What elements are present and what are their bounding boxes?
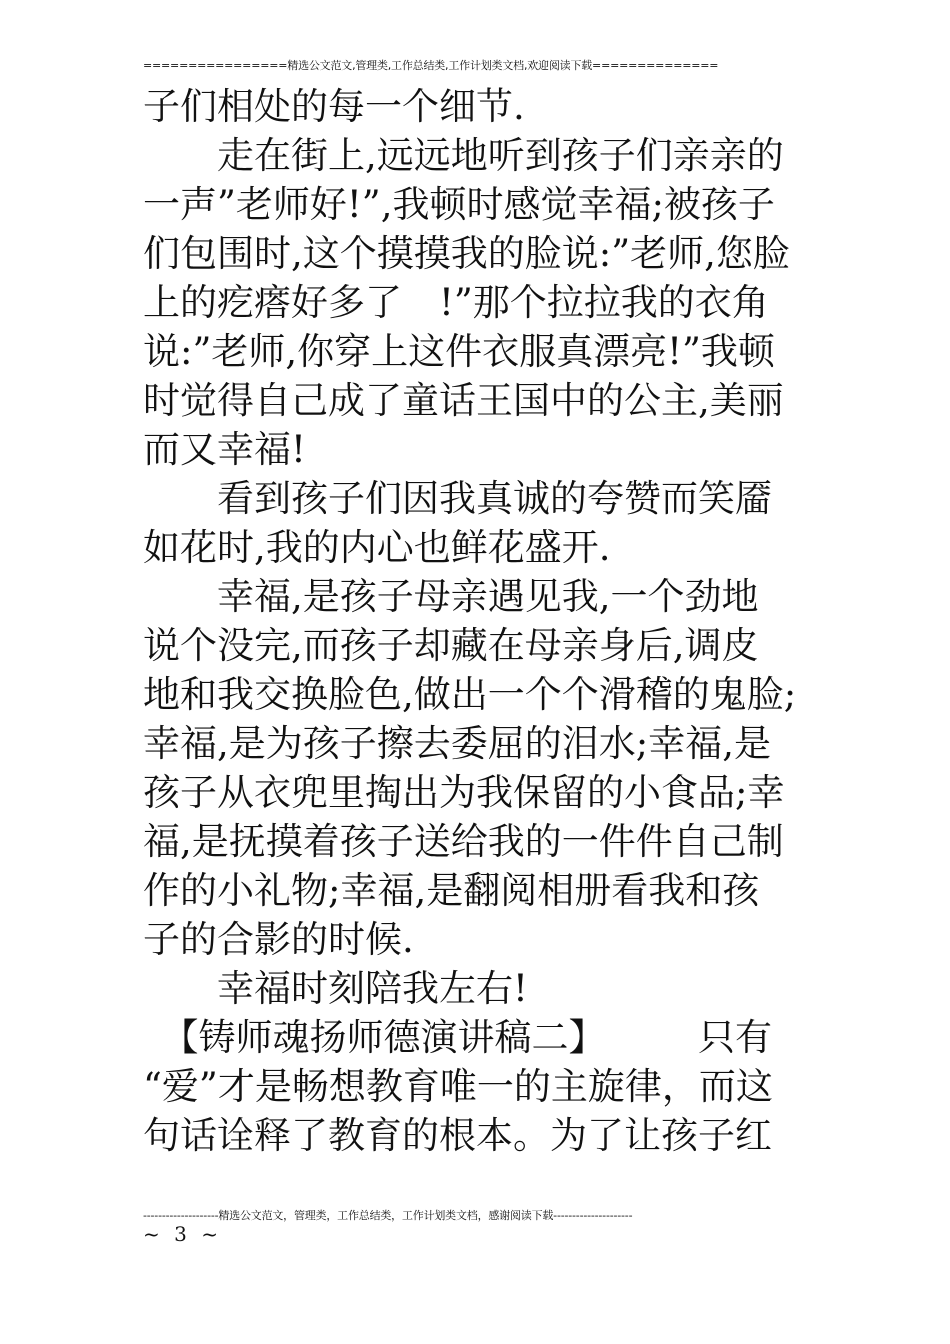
- page-header: ================精选公文范文,管理类,工作总结类,工作计划类文档,欢迎阅读下载==============: [143, 59, 719, 72]
- body-line: 上的疙瘩好多了 !”那个拉拉我的衣角: [143, 281, 769, 324]
- body-line: 作的小礼物;幸福,是翻阅相册看我和孩: [143, 869, 760, 912]
- body-line: 幸福时刻陪我左右!: [143, 967, 528, 1010]
- body-line: 一声”老师好!”,我顿时感觉幸福;被孩子: [143, 183, 775, 226]
- body-line: 幸福,是孩子母亲遇见我,一个劲地: [143, 575, 759, 618]
- body-line: 幸福,是为孩子擦去委屈的泪水;幸福,是: [143, 722, 771, 765]
- section-heading-line: 【铸师魂扬师德演讲稿二】 只有: [143, 1016, 772, 1059]
- body-line: 地和我交换脸色,做出一个个滑稽的鬼脸;: [143, 673, 797, 716]
- body-line: 看到孩子们因我真诚的夸赞而笑靥: [143, 477, 772, 520]
- body-line: 而又幸福!: [143, 428, 306, 471]
- body-line: 孩子从衣兜里掏出为我保留的小食品;幸: [143, 771, 785, 814]
- body-line: 子们相处的每一个细节.: [143, 85, 525, 128]
- page-footer: --------------------精选公文范文，管理类，工作总结类，工作计划类文档，感谢阅读下载---------------------: [143, 1209, 633, 1222]
- body-line: 如花时,我的内心也鲜花盛开.: [143, 526, 611, 569]
- body-line: 们包围时,这个摸摸我的脸说:”老师,您脸: [143, 232, 790, 275]
- body-line: “爱”才是畅想教育唯一的主旋律，而这: [143, 1065, 773, 1108]
- body-line: 说:”老师,你穿上这件衣服真漂亮!”我顿: [143, 330, 775, 373]
- body-line: 时觉得自己成了童话王国中的公主,美丽: [143, 379, 784, 422]
- body-line: 子的合影的时候.: [143, 918, 414, 961]
- body-line: 句话诠释了教育的根本。为了让孩子红: [143, 1114, 772, 1157]
- document-body: [143, 82, 808, 1160]
- body-line: 走在街上,远远地听到孩子们亲亲的: [143, 134, 784, 177]
- body-line: 说个没完,而孩子却藏在母亲身后,调皮: [143, 624, 759, 667]
- body-line: 福,是抚摸着孩子送给我的一件件自己制: [143, 820, 784, 863]
- page-number: ~ 3 ~: [143, 1222, 222, 1246]
